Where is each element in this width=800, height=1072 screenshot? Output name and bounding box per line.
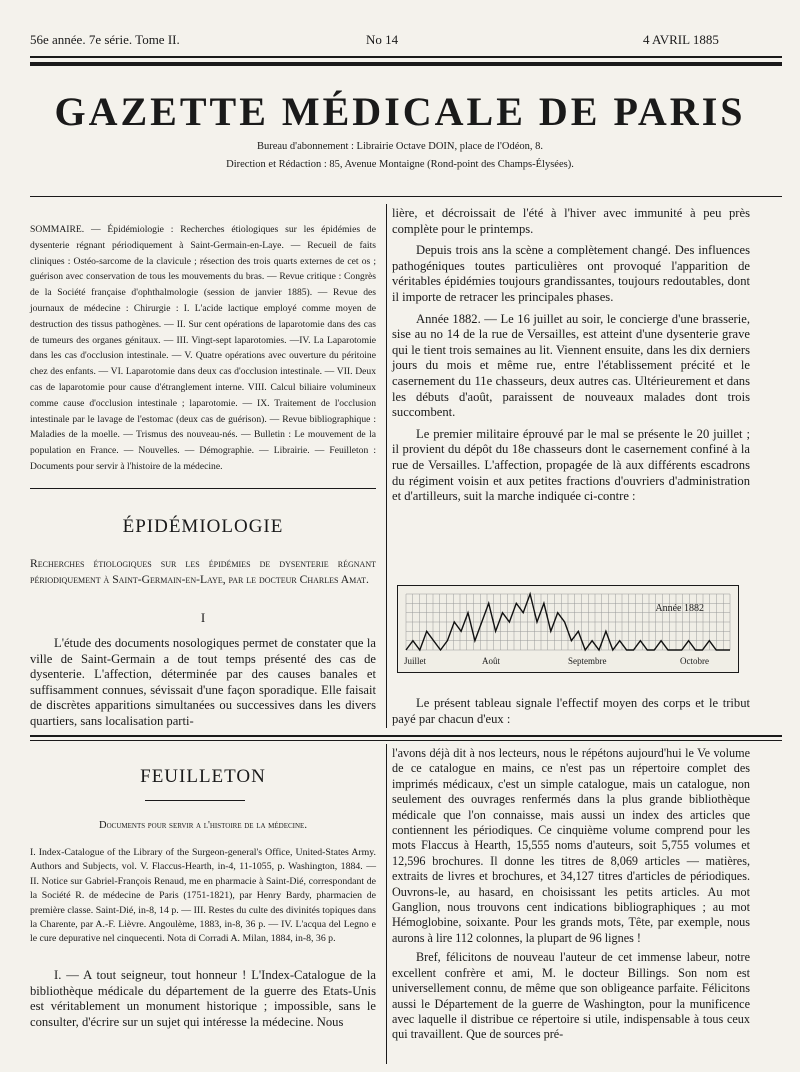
right-paragraph-1: lière, et décroissait de l'été à l'hiver avec immunité à peu près complète pour le printemps. xyxy=(392,206,750,236)
feuilleton-paragraph-1: I. — A tout seigneur, tout honneur ! L'Index-Catalogue de la bibliothèque médicale du département de la guerre des Etats-Unis est véritablement un monument historique ; impossible, sans le consulter, d'écrire sur un sujet qui intéresse la médecine. Nous xyxy=(30,968,376,1029)
sommaire-rule xyxy=(30,488,376,489)
header-rule-thick xyxy=(30,62,782,66)
feuilleton-divider xyxy=(386,744,387,1064)
section-number: I xyxy=(200,610,206,625)
issue-number: No 14 xyxy=(366,32,399,47)
feuilleton-references xyxy=(30,846,376,947)
feuilleton-rule-top xyxy=(30,735,782,737)
feuilleton-subtitle: Documents pour servir a l'histoire de la médecine. xyxy=(99,820,307,831)
sommaire-text: SOMMAIRE. — Épidémiologie : Recherches étiologiques sur les épidémies de dysenterie régnant périodiquement à Saint-Germain-en-Laye. — Recueil de faits cliniques : Ostéo-sarcome de la clavicule ; résection des trois quarts externes de cet os ; guérison avec conservation de tous les mouvements du bras. — Revue critique : Congrès de la Société française d'ophthalmologie (session de janvier 1885). — Revue des journaux de médecine : Chirurgie : I. L'acide lactique employé comme moyen de destruction des tissus pathogènes. — II. Sur cent opérations de laparotomie dans des cas de tumeurs des organes génitaux. — III. Vingt-sept laparotomies. —IV. La Laparotomie dans les cas d'occlusion intestinale. — V. Quatre opérations avec ouverture du péritoine chez des enfants. — VI. Laparotomie dans deux cas d'occlusion intestinale. — VII. Deux cas de laparotomie pour cause d'étranglement interne. VIII. Calcul biliaire volumineux comme cause d'occlusion intestinale ; laparotomie. — IX. Traitement de l'occlusion intestinale par le lavage de l'estomac (deux cas de guérison). — Revue bibliographique : Maladies de la moelle. — Trismus des nouveau-nés. — Bulletin : Le mouvement de la population en France. — Nouvelles. — Démographie. — Librairie. — Feuilleton : Documents pour servir à l'histoire de la médecine. xyxy=(30,224,376,472)
feuilleton-paragraph-2: l'avons déjà dit à nos lecteurs, nous le répétons aujourd'hui le Ve volume de ce catalogue en mains, ce n'est pas un répertoire complet des imprimés médicaux, c'est un simple catalogue, mais un catalogue, non seulement des ouvrages renfermés dans la plus grande bibliothèque médicale que l'on connaisse, mais aussi un index des articles que contiennent les périodiques. Ce cinquième volume comprend pour les mots Flaccus à Hearth, 15,555 noms d'auteurs, soit 5,755 volumes et 12,596 brochures. Il donne les titres de 8,069 articles — matières, extraits de livres et brochures, et 34,127 titres d'articles de périodiques. Ouvrons-le, au hasard, en choisissant les petits articles. Au mot Ganglion, nous trouvons cent indications bibliographiques ; au mot Hémoglobine, soixante. Pour les grands mots, Tête, par exemple, nous aurons à lire 112 colonnes, la plupart de 96 lignes ! xyxy=(392,746,750,945)
feuilleton-underline xyxy=(145,800,245,801)
epidemiologie-body xyxy=(30,636,376,730)
feuilleton-body-left xyxy=(30,968,376,1030)
right-paragraph-2: Depuis trois ans la scène a complètement changé. Des influences pathogéniques toutes particulières ont provoqué l'apparition de véritables épidémies toujours grandissantes, toujours redoutables, dont il importe de retracer les principales phases. xyxy=(392,243,750,304)
column-divider xyxy=(386,204,387,728)
chart-year-label: Année 1882 xyxy=(655,603,704,614)
chart-month-septembre: Septembre xyxy=(568,656,607,666)
masthead-title: GAZETTE MÉDICALE DE PARIS xyxy=(54,89,746,134)
epidemiologie-subtitle: Recherches étiologiques sur les épidémies de dysenterie régnant périodiquement à Saint-Germain-en-Laye, par le docteur Charles Amat. xyxy=(30,557,376,586)
epidemiologie-heading: ÉPIDÉMIOLOGIE xyxy=(122,516,284,537)
sommaire xyxy=(30,222,376,475)
chart-month-octobre: Octobre xyxy=(680,656,709,666)
paragraph-1: L'étude des documents nosologiques permet de constater que la ville de Saint-Germain a de tout temps présenté des cas de dysenterie. L'affection, déterminée par des causes banales et suffisamment connues, sévissait d'une façon sporadique. Elle faisait de discrètes apparitions simultanées ou successives dans les divers quartiers, sans localisation parti- xyxy=(30,636,376,728)
right-paragraph-3: Année 1882. — Le 16 juillet au soir, le concierge d'une brasserie, sise au no 14 de la rue de Versailles, est atteint d'une dysenterie grave qui le tient trois semaines au lit. Viennent ensuite, dans les dix derniers jours du mois et même rue, entre l'établissement précité et le casernement du 11e chasseurs, deux autres cas. Ultérieurement et dans les débuts d'août, paraissent de nouveaux malades dont trois succombent. xyxy=(392,311,750,420)
right-paragraph-5: Le présent tableau signale l'effectif moyen des corps et le tribut payé par chacun d'eux : xyxy=(392,696,750,726)
chart-month-juillet: Juillet xyxy=(404,656,426,666)
feuilleton-list: I. Index-Catalogue of the Library of the Surgeon-general's Office, United-States Army. Authors and Subjects, vol. V. Flaccus-Hearth, in-4, 11-1055, p. Washington, 1884. — II. Notice sur Gabriel-François Renaud, me en pharmacie à Saint-Dié, correspondant de la Société R. de médecine de Paris (1751-1821), par Henry Bardy, pharmacien de première classe. Saint-Dié, in-8, 14 p. — III. Restes du culte des divinités topiques dans la Charente, par A.-F. Lièvre. Angoulème, 1883, in-8, 36 p. — IV. L'acqua del Legno e le cure depurative nel cinquecenti. Nota di Corradi A. Milan, 1884, in-8, 36 p. xyxy=(30,847,376,945)
right-column-body xyxy=(392,206,750,505)
right-paragraph-4: Le premier militaire éprouvé par le mal se présente le 20 juillet ; il provient du dépôt du 18e chasseurs dont le casernement confiné à la rue de Versailles. L'affection, propagée de là aux différents escadrons du régiment voisin et aux petites fractions d'ouvriers d'administration et d'artilleurs, suit la marche indiquée ci-contre : xyxy=(392,426,750,504)
issue-date: 4 AVRIL 1885 xyxy=(643,32,719,47)
right-column-after-chart xyxy=(392,696,750,727)
chart-month-aout: Août xyxy=(482,656,500,666)
bureau-info: Bureau d'abonnement : Librairie Octave DOIN, place de l'Odéon, 8. xyxy=(256,141,543,152)
header-rule xyxy=(30,56,782,58)
feuilleton-rule-bottom xyxy=(30,740,782,741)
epidemic-chart xyxy=(397,585,739,673)
direction-info: Direction et Rédaction : 85, Avenue Montaigne (Rond-point des Champs-Élysées). xyxy=(226,159,574,170)
feuilleton-body-right xyxy=(392,746,750,1043)
feuilleton-paragraph-3: Bref, félicitons de nouveau l'auteur de cet immense labeur, notre excellent confrère et ami, M. le docteur Billings. Son nom est universellement connu, de même que son obligeance parfaite. Félicitons aussi le Département de la guerre de Washington, pour la munificence avec laquelle il distribue ce répertoire si utile, indispensable à tous ceux qui travaillent. Que de sources pré- xyxy=(392,950,750,1042)
issue-info: 56e année. 7e série. Tome II. xyxy=(30,32,180,47)
masthead-rule xyxy=(30,196,782,197)
feuilleton-heading: FEUILLETON xyxy=(140,766,266,787)
